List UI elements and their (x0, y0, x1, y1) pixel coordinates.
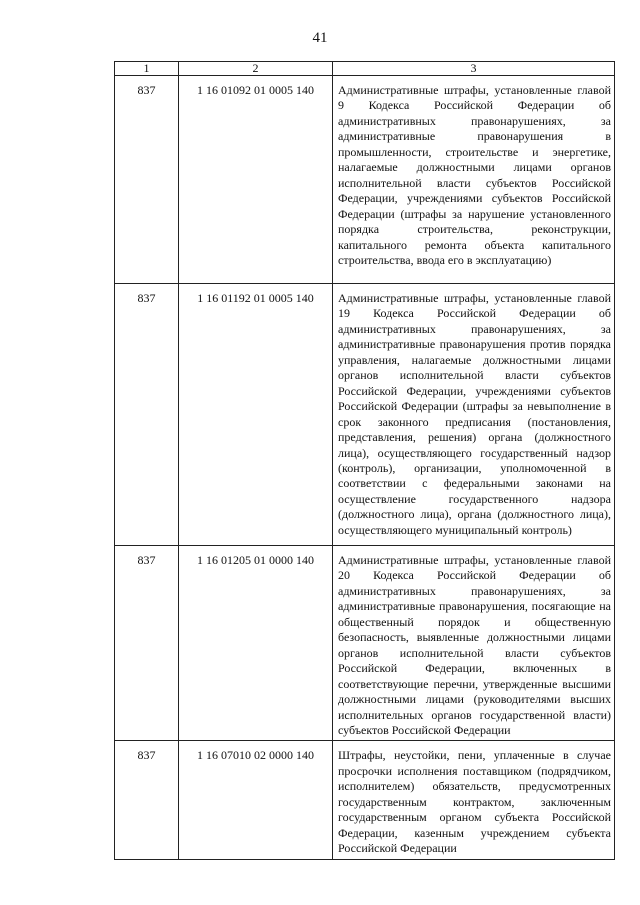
page-number: 41 (312, 30, 328, 46)
budget-classification-table (114, 61, 615, 860)
table-row (115, 741, 615, 859)
admin-code-cell: 837 (115, 741, 179, 859)
table-row (115, 546, 615, 741)
table-row (115, 76, 615, 284)
description-cell: Штрафы, неустойки, пени, уплаченные в случае просрочки исполнения поставщиком (подрядчиком, исполнителем) обязательств, предусмотренных государственным контрактом, заключенным государственным органом субъекта Российской Федерации, казенным учреждением субъекта Российской Федерации (333, 741, 615, 859)
description-cell: Административные штрафы, установленные главой 19 Кодекса Российской Федерации об административных правонарушениях, за административные правонарушения против порядка управления, налагаемые должностными лицами органов исполнительной власти субъектов Российской Федерации, учреждениями субъектов Российской Федерации (штрафы за невыполнение в срок законного предписания (постановления, представления, решения) органа (должностного лица), осуществляющего государственный надзор (контроль), организации, уполномоченной в соответствии с федеральными законами на осуществление государственного надзора (должностного лица), органа (должностного лица), осуществляющего муниципальный контроль) (333, 284, 615, 546)
admin-code-cell: 837 (115, 546, 179, 741)
admin-code-cell: 837 (115, 76, 179, 284)
kbk-code-cell: 1 16 01205 01 0000 140 (179, 546, 333, 741)
kbk-code-cell: 1 16 01092 01 0005 140 (179, 76, 333, 284)
admin-code-cell: 837 (115, 284, 179, 546)
kbk-code-cell: 1 16 07010 02 0000 140 (179, 741, 333, 859)
header-cell-col-3: 3 (333, 62, 615, 76)
table-row (115, 284, 615, 546)
description-cell: Административные штрафы, установленные главой 20 Кодекса Российской Федерации об административных правонарушениях, за административные правонарушения, посягающие на общественный порядок и общественную безопасность, выявленные должностными лицами органов исполнительной власти субъектов Российской Федерации, включенных в соответствующие перечни, утвержденные высшими должностными лицами (руководителями высших исполнительных органов государственной власти) субъектов Российской Федерации (333, 546, 615, 741)
header-cell-col-2: 2 (179, 62, 333, 76)
kbk-code-cell: 1 16 01192 01 0005 140 (179, 284, 333, 546)
description-cell: Административные штрафы, установленные главой 9 Кодекса Российской Федерации об административных правонарушениях, за административные правонарушения в промышленности, строительстве и энергетике, налагаемые должностными лицами органов исполнительной власти субъектов Российской Федерации, учреждениями субъектов Российской Федерации (штрафы за нарушение установленного порядка строительства, реконструкции, капитального ремонта объекта капитального строительства, ввода его в эксплуатацию) (333, 76, 615, 284)
header-cell-col-1: 1 (115, 62, 179, 76)
header-row (115, 62, 615, 76)
